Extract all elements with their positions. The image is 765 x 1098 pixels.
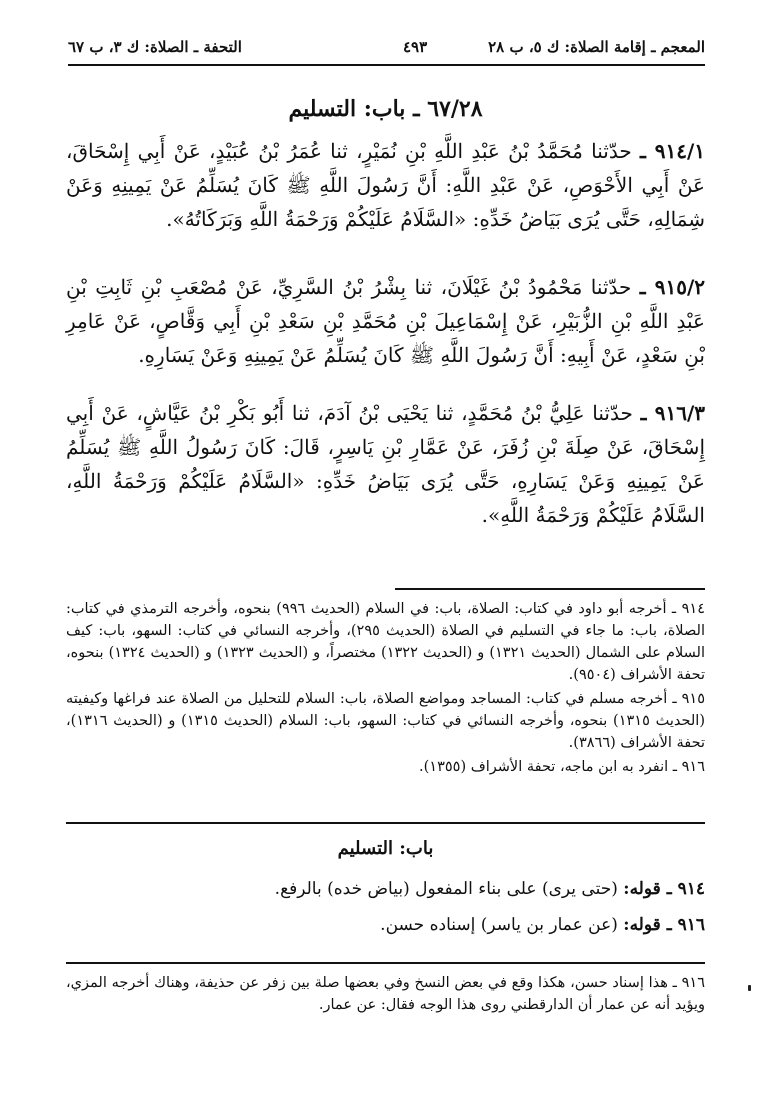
footnote: ٩١٦ ـ هذا إسناد حسن، هكذا وقع في بعض النسخ وفي بعضها صلة بين زفر عن حذيفة، وهناك أخرجه المزي، ويؤيد أنه عن عمار أن الدارقطني روى هذا الوجه فقال: عن عمار. xyxy=(66,975,705,1013)
commentary-text: (عن عمار بن ياسر) إسناده حسن. xyxy=(380,915,618,935)
header-right-reference: المعجم ـ إقامة الصلاة: ك ٥، ب ٢٨ xyxy=(488,38,705,56)
header-left-reference: التحفة ـ الصلاة: ك ٣، ب ٦٧ xyxy=(68,38,242,56)
hadith-number: ٩١٦/٣ ـ xyxy=(640,401,706,425)
commentary-title: باب: التسليم xyxy=(337,838,434,859)
chapter-title: ٦٧/٢٨ ـ باب: التسليم xyxy=(288,96,483,122)
takhrij-note-915: ٩١٥ ـ أخرجه مسلم في كتاب: المساجد ومواضع الصلاة، باب: السلام للتحليل من الصلاة عند فراغها وكيفيته (الحديث ١٣١٥) بنحوه، وأخرجه النسائي في كتاب: السهو، باب: السلام (الحديث ١٣١٥) و (الحديث ١٣١٦)، تحفة الأشراف (٣٨٦٦). xyxy=(66,691,705,751)
takhrij-note-914: ٩١٤ ـ أخرجه أبو داود في كتاب: الصلاة، باب: في السلام (الحديث ٩٩٦) بنحوه، وأخرجه الترمذي في كتاب: الصلاة، باب: ما جاء في التسليم في الصلاة (الحديث ٢٩٥)، وأخرجه النسائي في كتاب: السهو، باب: كيف السلام على الشمال (الحديث ١٣٢١) و (الحديث ١٣٢٢) مختصراً، و (الحديث ١٣٢٣) و (الحديث ١٣٢٤) بنحوه، تحفة الأشراف (٩٥٠٤). xyxy=(66,601,705,683)
hadith-number: ٩١٥/٢ ـ xyxy=(639,275,705,299)
takhrij-notes xyxy=(66,598,705,780)
commentary-text: (حتى يرى) على بناء المفعول (بياض خده) بالرفع. xyxy=(274,879,618,899)
commentary-item-916 xyxy=(66,910,705,940)
takhrij-separator xyxy=(395,588,705,590)
running-header xyxy=(68,36,705,66)
hadith-916 xyxy=(66,396,705,532)
hadith-text: حدّثنا مُحَمَّدُ بْنُ عَبْدِ اللَّهِ بْنِ نُمَيْرٍ، ثنا عُمَرُ بْنُ عُبَيْدٍ، عَنْ أَبِي إِسْحَاقَ، عَنْ أَبِي الأَحْوَصِ، عَنْ عَبْدِ اللَّهِ: أَنَّ رَسُولَ اللَّهِ ﷺ كَانَ يُسَلِّمُ عَنْ يَمِينِهِ وَعَنْ شِمَالِهِ، حَتَّى يُرَى بَيَاضُ خَدِّهِ: «السَّلَامُ عَلَيْكُمْ وَرَحْمَةُ اللَّهِ وَبَرَكَاتُهُ». xyxy=(66,139,705,231)
commentary-item-914 xyxy=(66,874,705,904)
commentary-label: ٩١٦ ـ قوله: xyxy=(623,915,705,935)
hadith-text: حدّثنا مَحْمُودُ بْنُ غَيْلَانَ، ثنا بِشْرُ بْنُ السَّرِيِّ، عَنْ مُصْعَبِ بْنِ ثَابِتِ بْنِ عَبْدِ اللَّهِ بْنِ الزُّبَيْرِ، عَنْ إِسْمَاعِيلَ بْنِ مُحَمَّدِ بْنِ سَعْدِ بْنِ أَبِي وَقَّاصٍ، عَنْ عَامِرِ بْنِ سَعْدٍ، عَنْ أَبِيهِ: أَنَّ رَسُولَ اللَّهِ ﷺ كَانَ يُسَلِّمُ عَنْ يَمِينِهِ وَعَنْ يَسَارِهِ. xyxy=(66,275,705,367)
commentary-label: ٩١٤ ـ قوله: xyxy=(623,879,705,899)
footnote-separator xyxy=(66,962,705,964)
hadith-915 xyxy=(66,270,705,372)
commentary-separator xyxy=(66,822,705,824)
margin-mark xyxy=(748,985,751,991)
hadith-number: ٩١٤/١ ـ xyxy=(639,139,706,163)
hadith-text: حدّثنا عَلِيُّ بْنُ مُحَمَّدٍ، ثنا يَحْيَى بْنُ آدَمَ، ثنا أَبُو بَكْرِ بْنُ عَيَّاشٍ، عَنْ أَبِي إِسْحَاقَ، عَنْ صِلَةَ بْنِ زُفَرَ، عَنْ عَمَّارِ بْنِ يَاسِرٍ، قَالَ: كَانَ رَسُولُ اللَّهِ ﷺ يُسَلِّمُ عَنْ يَمِينِهِ وَعَنْ يَسَارِهِ، حَتَّى يُرَى بَيَاضُ خَدِّهِ: «السَّلَامُ عَلَيْكُمْ وَرَحْمَةُ اللَّهِ، السَّلَامُ عَلَيْكُمْ وَرَحْمَةُ اللَّهِ». xyxy=(66,401,705,527)
page-number: ٤٩٣ xyxy=(403,38,428,56)
hadith-914 xyxy=(66,134,705,236)
takhrij-note-916: ٩١٦ ـ انفرد به ابن ماجه، تحفة الأشراف (١٣٥٥). xyxy=(419,759,705,775)
